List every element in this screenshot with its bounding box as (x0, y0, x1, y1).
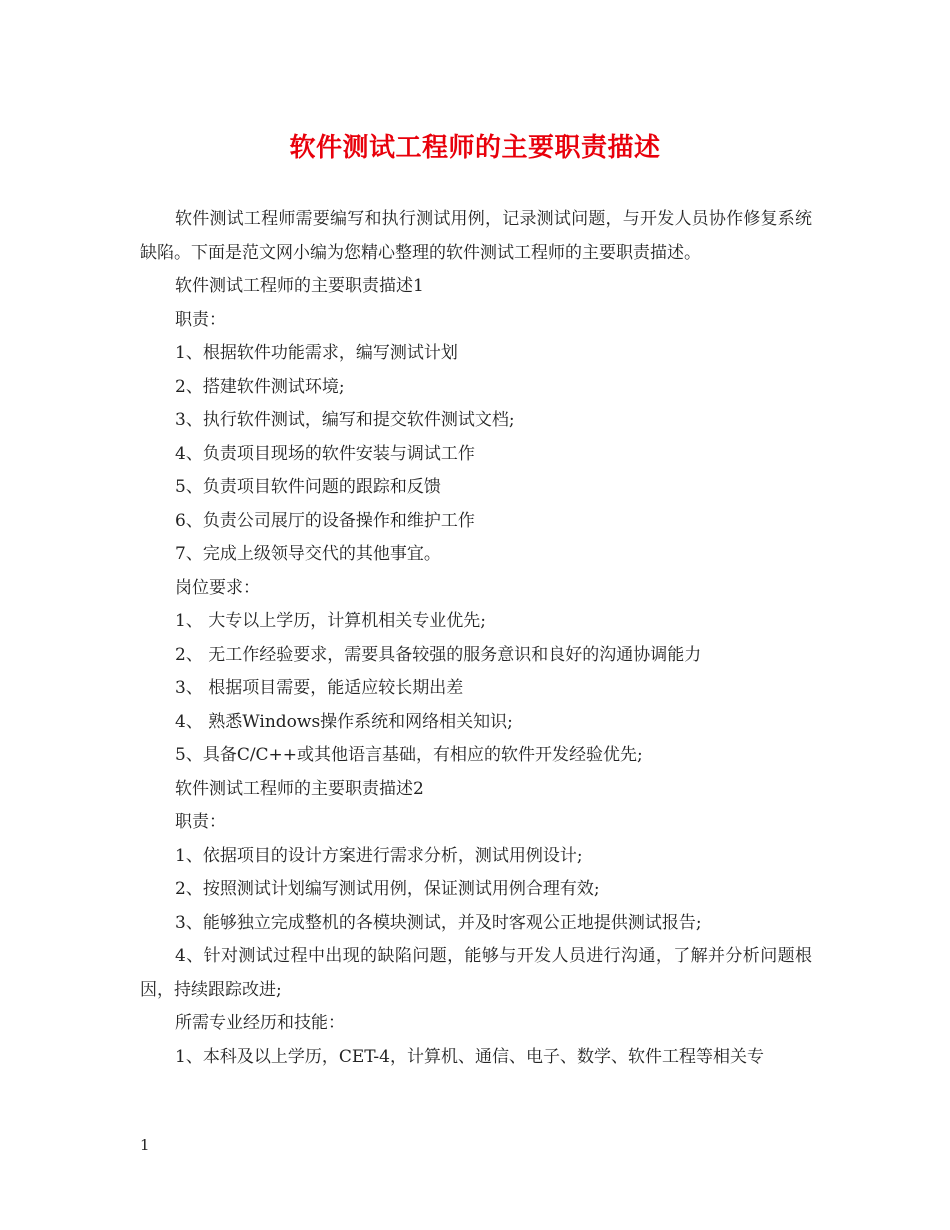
paragraph: 7、完成上级领导交代的其他事宜。 (175, 544, 441, 564)
paragraph: 职责： (175, 309, 226, 330)
document-title: 软件测试工程师的主要职责描述 (289, 133, 661, 163)
paragraph: 所需专业经历和技能： (175, 1013, 345, 1033)
paragraph: 1、依据项目的设计方案进行需求分析，测试用例设计; (175, 845, 583, 866)
paragraph: 3、 根据项目需要，能适应较长期出差 (175, 678, 464, 698)
paragraph: 4、负责项目现场的软件安装与调试工作 (175, 443, 475, 464)
paragraph: 6、负责公司展厅的设备操作和维护工作 (175, 510, 475, 531)
document-body (140, 203, 812, 1074)
paragraph: 5、具备C/C++或其他语言基础，有相应的软件开发经验优先; (175, 745, 643, 765)
paragraph: 1、 大专以上学历，计算机相关专业优先; (175, 611, 486, 631)
page-number: 1 (140, 1136, 150, 1154)
paragraph: 软件测试工程师需要编写和执行测试用例，记录测试问题，与开发人员协作修复系统缺陷。下面是范文网小编为您精心整理的软件测试工程师的主要职责描述。 (140, 209, 812, 263)
paragraph: 2、搭建软件测试环境; (175, 376, 345, 397)
paragraph: 1、根据软件功能需求，编写测试计划 (175, 343, 458, 363)
paragraph: 2、 无工作经验要求，需要具备较强的服务意识和良好的沟通协调能力 (175, 644, 702, 665)
paragraph: 软件测试工程师的主要职责描述2 (175, 778, 424, 799)
paragraph: 4、 熟悉Windows操作系统和网络相关知识; (175, 711, 513, 732)
paragraph: 职责： (175, 812, 226, 832)
paragraph: 3、能够独立完成整机的各模块测试，并及时客观公正地提供测试报告; (175, 912, 702, 933)
paragraph: 2、按照测试计划编写测试用例，保证测试用例合理有效; (175, 879, 600, 899)
paragraph: 3、执行软件测试，编写和提交软件测试文档; (175, 410, 515, 430)
paragraph: 5、负责项目软件问题的跟踪和反馈 (175, 477, 441, 497)
paragraph: 4、针对测试过程中出现的缺陷问题，能够与开发人员进行沟通，了解并分析问题根因，持续跟踪改进; (140, 946, 812, 1000)
paragraph: 1、本科及以上学历，CET-4，计算机、通信、电子、数学、软件工程等相关专 (175, 1046, 764, 1067)
paragraph: 软件测试工程师的主要职责描述1 (175, 276, 424, 296)
paragraph: 岗位要求： (175, 577, 260, 598)
